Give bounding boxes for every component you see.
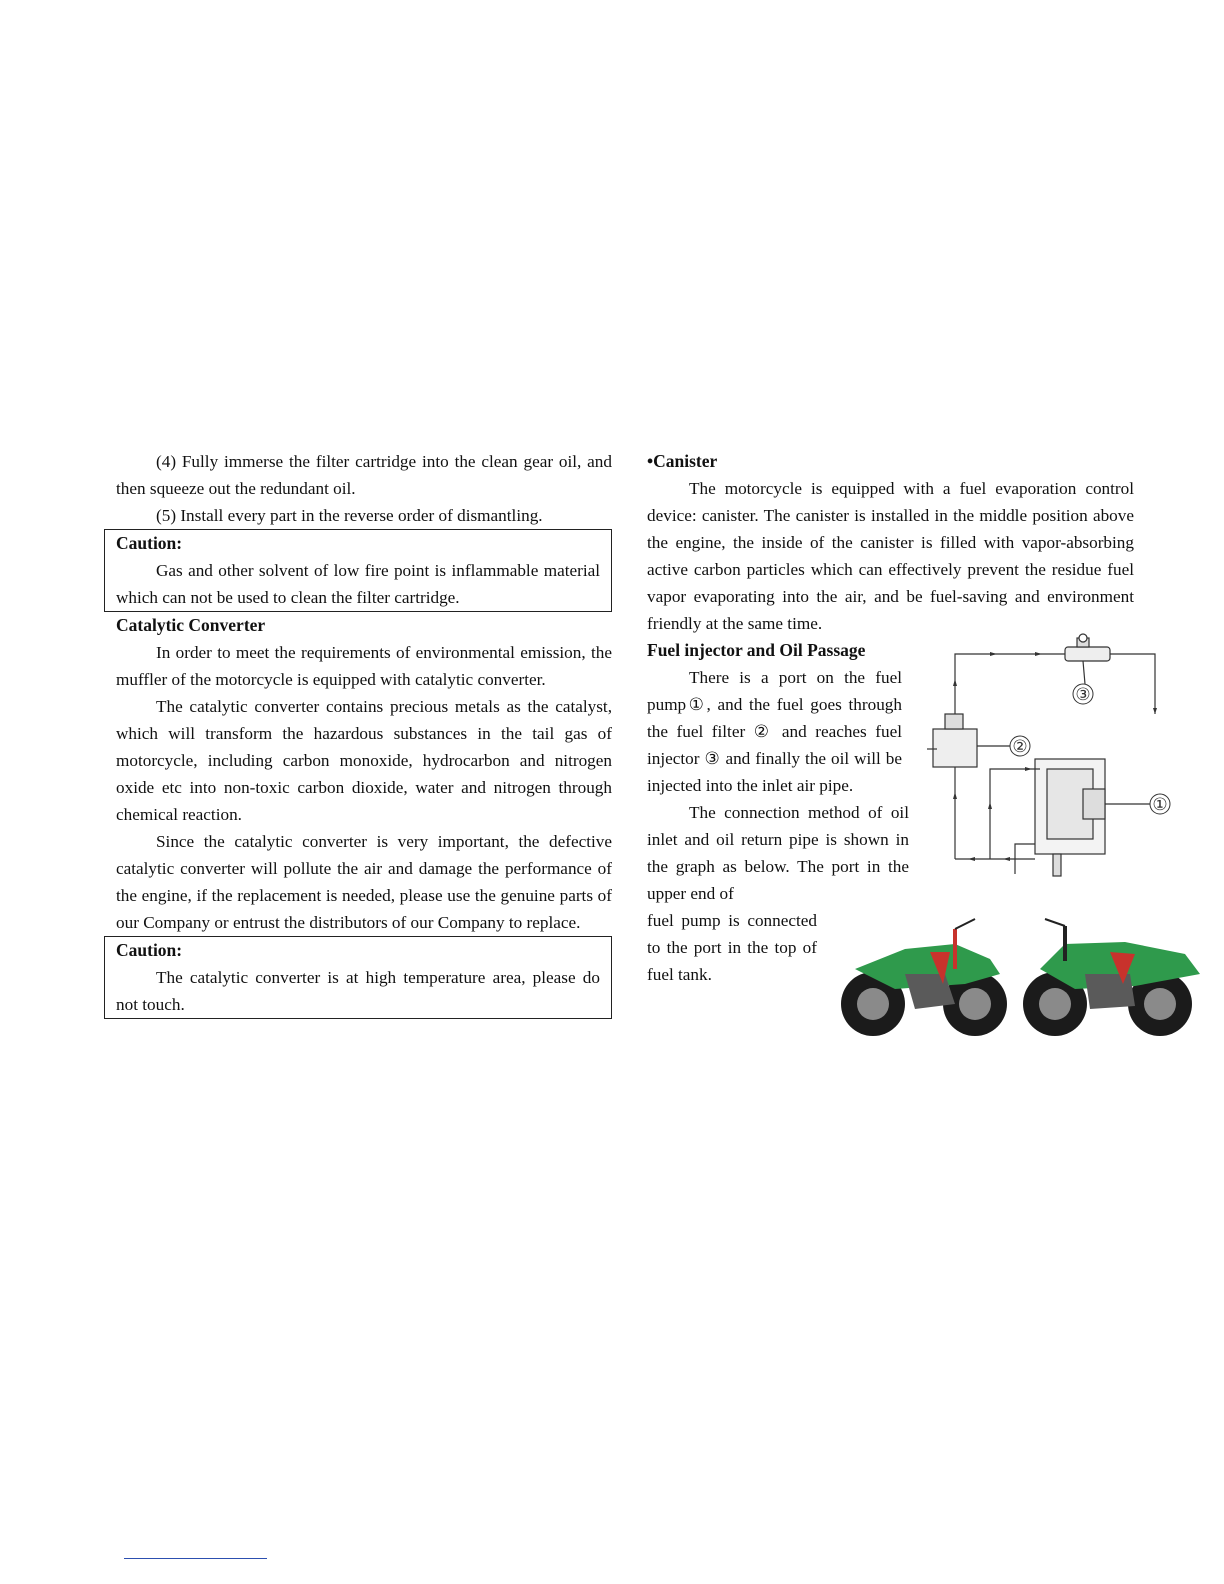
diagram-label-3: ③ (1075, 685, 1091, 705)
caution-box-filter (104, 529, 612, 612)
injector-paragraph-2-continued: fuel pump is connected to the port in the top of fuel tank. (647, 911, 817, 984)
caution-title: Caution: (116, 533, 183, 553)
fuel-injector-section (647, 664, 1168, 988)
right-column (647, 448, 1168, 988)
caution-text: The catalytic converter is at high temperature area, please do not touch. (116, 968, 600, 1014)
caution-box-temperature (104, 936, 612, 1019)
injector-paragraph-2: The connection method of oil inlet and oil return pipe is shown in the graph as below. The port in the upper end of (647, 803, 909, 903)
catalytic-paragraph-1: In order to meet the requirements of environmental emission, the muffler of the motorcycle is equipped with catalytic converter. (116, 643, 612, 689)
step-5-text: (5) Install every part in the reverse order of dismantling. (156, 506, 543, 525)
footnote-rule (124, 1558, 267, 1559)
step-4-text: (4) Fully immerse the filter cartridge into the clean gear oil, and then squeeze out the redundant oil. (116, 452, 612, 498)
fuel-system-diagram (915, 634, 1168, 884)
canister-paragraph: The motorcycle is equipped with a fuel evaporation control device: canister. The canister is installed in the middle position above the engine, the inside of the canister is filled with vapor-absorbing active carbon particles which can effectively prevent the residue fuel vapor evaporating into the air, and be fuel-saving and environment friendly at the same time. (647, 479, 1134, 633)
caution-title: Caution: (116, 940, 183, 960)
caution-text: Gas and other solvent of low fire point is inflammable material which can not be used to clean the filter cartridge. (116, 561, 600, 607)
section-heading-catalytic: Catalytic Converter (116, 615, 266, 635)
section-heading-canister: •Canister (647, 451, 718, 471)
motorcycle-side-view-left (841, 919, 1007, 1036)
section-heading-fuel-injector: Fuel injector and Oil Passage (647, 640, 866, 660)
catalytic-paragraph-3: Since the catalytic converter is very important, the defective catalytic converter will pollute the air and damage the performance of the engine, if the replacement is needed, please use the genuine parts of our Company or entrust the distributors of our Company to replace. (116, 832, 612, 932)
catalytic-paragraph-2: The catalytic converter contains precious metals as the catalyst, which will transform the hazardous substances in the tail gas of motorcycle, including carbon monoxide, hydrocarbon and nitrogen oxide etc into non-toxic carbon dioxide, water and nitrogen through chemical reaction. (116, 697, 612, 824)
diagram-label-2: ② (1012, 737, 1028, 757)
injector-paragraph-1: There is a port on the fuel pump①, and the fuel goes through the fuel filter ② and reaches fuel injector ③ and finally the oil will be injected into the inlet air pipe. (647, 668, 902, 795)
motorcycle-photos (835, 914, 1205, 1054)
diagram-label-1: ① (1152, 795, 1168, 815)
motorcycle-side-view-right (1023, 919, 1200, 1036)
left-column (104, 448, 612, 1019)
